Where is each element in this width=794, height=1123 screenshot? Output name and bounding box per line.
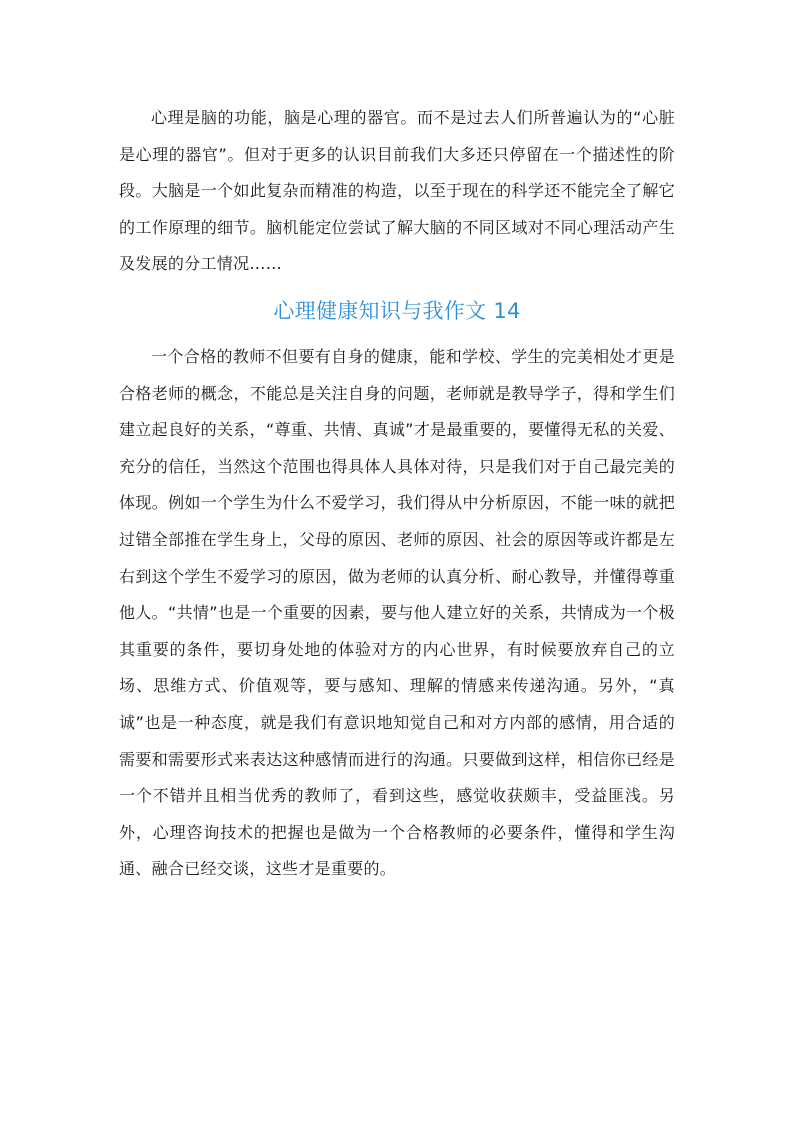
body-paragraph: 一个合格的教师不但要有自身的健康，能和学校、学生的完美相处才更是合格老师的概念，不能总是关注自身的问题，老师就是教导学子，得和学生们建立起良好的关系，“尊重、共情、真诚”才是最重要的，要懂得无私的关爱、充分的信任，当然这个范围也得具体人具体对待，只是我们对于自己最完美的体现。例如一个学生为什么不爱学习，我们得从中分析原因，不能一味的就把过错全部推在学生身上，父母的原因、老师的原因、社会的原因等或许都是左右到这个学生不爱学习的原因，做为老师的认真分析、耐心教导，并懂得尊重他人。“共情”也是一个重要的因素，要与他人建立好的关系，共情成为一个极其重要的条件，要切身处地的体验对方的内心世界，有时候要放弃自己的立场、思维方式、价值观等，要与感知、理解的情感来传递沟通。另外，“真诚”也是一种态度，就是我们有意识地知觉自己和对方内部的感情，用合适的需要和需要形式来表达这种感情而进行的沟通。只要做到这样，相信你已经是一个不错并且相当优秀的教师了，看到这些，感觉收获颇丰，受益匪浅。另外，心理咨询技术的把握也是做为一个合格教师的必要条件，懂得和学生沟通、融合已经交谈，这些才是重要的。 — [119, 346, 675, 879]
document-page — [119, 100, 675, 888]
intro-paragraph: 心理是脑的功能，脑是心理的器官。而不是过去人们所普遍认为的“心脏是心理的器官”。但对于更多的认识目前我们大多还只停留在一个描述性的阶段。大脑是一个如此复杂而精准的构造，以至于现在的科学还不能完全了解它的工作原理的细节。脑机能定位尝试了解大脑的不同区域对不同心理活动产生及发展的分工情况…… — [119, 108, 675, 274]
section-title: 心理健康知识与我作文 14 — [273, 298, 521, 323]
